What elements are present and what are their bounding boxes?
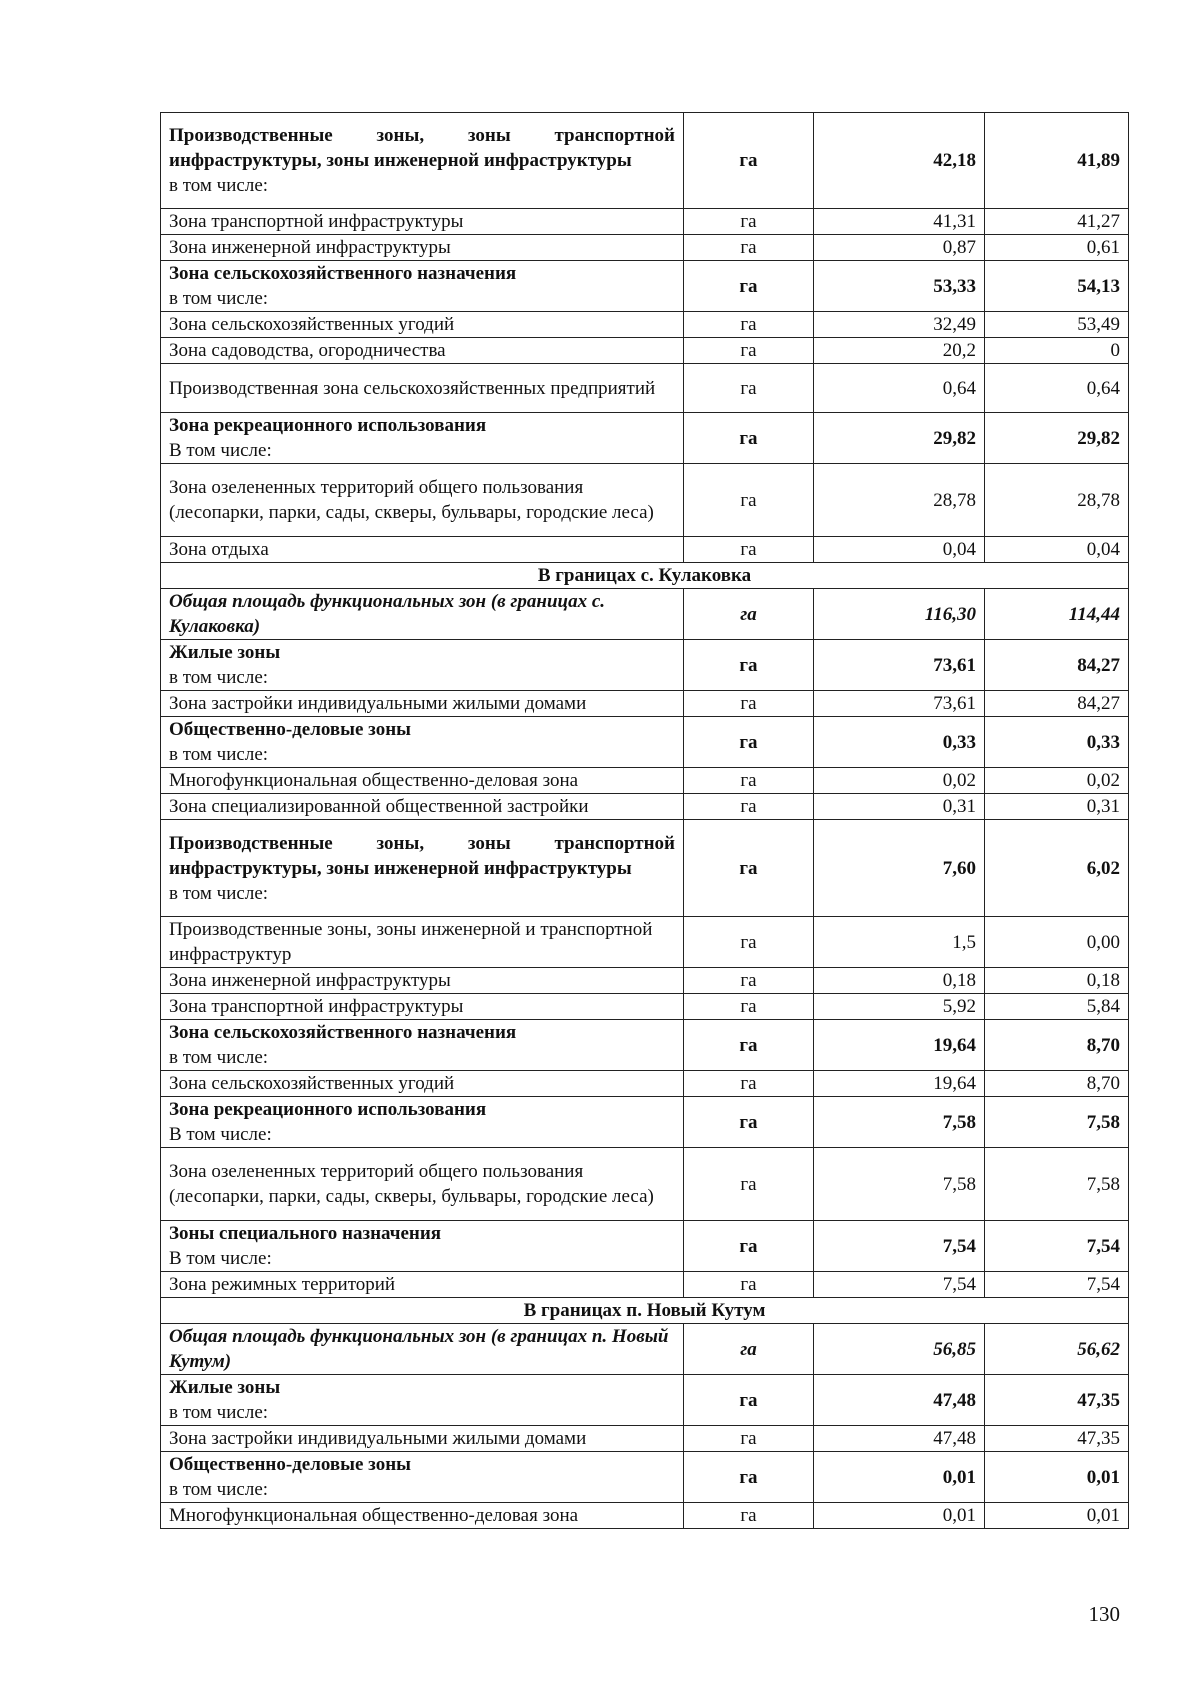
- unit-cell: га: [684, 917, 814, 968]
- zone-group-title: Зона сельскохозяйственного назначения: [169, 1022, 517, 1043]
- zone-group-subtitle: в том числе:: [169, 175, 269, 196]
- unit-cell: га: [684, 1221, 814, 1272]
- value-cell-2: 0,01: [985, 1452, 1129, 1503]
- table-row: [161, 794, 1129, 820]
- unit-cell: га: [684, 464, 814, 537]
- zone-group-name: [161, 1221, 684, 1272]
- value-cell-1: 47,48: [814, 1426, 985, 1452]
- zone-group-subtitle: в том числе:: [169, 288, 269, 309]
- table-row: [161, 1324, 1129, 1375]
- table-row: [161, 1375, 1129, 1426]
- value-cell-2: 0,18: [985, 968, 1129, 994]
- unit-cell: га: [684, 691, 814, 717]
- zone-group-subtitle: В том числе:: [169, 440, 272, 461]
- value-cell-1: 0,18: [814, 968, 985, 994]
- value-cell-2: 29,82: [985, 413, 1129, 464]
- zone-group-name: [161, 820, 684, 917]
- zone-group-name: [161, 717, 684, 768]
- table-row: [161, 1097, 1129, 1148]
- zone-group-title: Общественно-деловые зоны: [169, 719, 411, 740]
- unit-cell: га: [684, 261, 814, 312]
- value-cell-1: 53,33: [814, 261, 985, 312]
- zone-name: Зона отдыха: [161, 537, 684, 563]
- unit-cell: га: [684, 113, 814, 209]
- value-cell-2: 41,89: [985, 113, 1129, 209]
- value-cell-1: 19,64: [814, 1020, 985, 1071]
- value-cell-2: 0,02: [985, 768, 1129, 794]
- zone-group-title: Зона рекреационного использования: [169, 415, 487, 436]
- value-cell-1: 0,04: [814, 537, 985, 563]
- zone-group-subtitle: в том числе:: [169, 1047, 269, 1068]
- table-row: [161, 968, 1129, 994]
- value-cell-2: 0,33: [985, 717, 1129, 768]
- zone-group-title: Зона сельскохозяйственного назначения: [169, 263, 517, 284]
- value-cell-2: 8,70: [985, 1020, 1129, 1071]
- zone-name: Зона застройки индивидуальными жилыми домами: [161, 1426, 684, 1452]
- value-cell-2: 114,44: [985, 589, 1129, 640]
- unit-cell: га: [684, 1148, 814, 1221]
- functional-zones-table: [160, 112, 1129, 1529]
- zone-group-name: [161, 113, 684, 209]
- table-row: [161, 1221, 1129, 1272]
- value-cell-1: 0,01: [814, 1452, 985, 1503]
- total-area-label: Общая площадь функциональных зон (в границах п. Новый Кутум): [161, 1324, 684, 1375]
- zone-group-name: [161, 1375, 684, 1426]
- value-cell-2: 47,35: [985, 1426, 1129, 1452]
- value-cell-1: 7,54: [814, 1272, 985, 1298]
- zone-name: Зона специализированной общественной застройки: [161, 794, 684, 820]
- zone-name: Многофункциональная общественно-деловая зона: [161, 1503, 684, 1529]
- table-row: [161, 589, 1129, 640]
- table-row: [161, 820, 1129, 917]
- unit-cell: га: [684, 364, 814, 413]
- value-cell-2: 7,58: [985, 1097, 1129, 1148]
- value-cell-2: 6,02: [985, 820, 1129, 917]
- value-cell-2: 56,62: [985, 1324, 1129, 1375]
- table-row: [161, 1272, 1129, 1298]
- zone-name: Зона сельскохозяйственных угодий: [161, 1071, 684, 1097]
- page-number: 130: [1088, 1602, 1120, 1626]
- value-cell-1: 19,64: [814, 1071, 985, 1097]
- unit-cell: га: [684, 1071, 814, 1097]
- zone-group-title: Общественно-деловые зоны: [169, 1454, 411, 1475]
- value-cell-2: 54,13: [985, 261, 1129, 312]
- zone-group-subtitle: в том числе:: [169, 1479, 269, 1500]
- unit-cell: га: [684, 589, 814, 640]
- unit-cell: га: [684, 235, 814, 261]
- section-title: В границах п. Новый Кутум: [161, 1298, 1129, 1324]
- zone-group-name: [161, 1452, 684, 1503]
- zone-group-title: Производственные зоны, зоны транспортной инфраструктуры, зоны инженерной инфраструктуры: [169, 125, 675, 171]
- zone-group-subtitle: в том числе:: [169, 744, 269, 765]
- unit-cell: га: [684, 209, 814, 235]
- value-cell-1: 5,92: [814, 994, 985, 1020]
- value-cell-1: 28,78: [814, 464, 985, 537]
- table-row: [161, 1452, 1129, 1503]
- value-cell-2: 53,49: [985, 312, 1129, 338]
- zone-name: Зона транспортной инфраструктуры: [161, 209, 684, 235]
- unit-cell: га: [684, 717, 814, 768]
- unit-cell: га: [684, 640, 814, 691]
- unit-cell: га: [684, 1272, 814, 1298]
- unit-cell: га: [684, 338, 814, 364]
- value-cell-2: 47,35: [985, 1375, 1129, 1426]
- table-row: [161, 691, 1129, 717]
- table-row: [161, 312, 1129, 338]
- table-row: [161, 917, 1129, 968]
- zone-group-name: [161, 413, 684, 464]
- table-row: [161, 1020, 1129, 1071]
- zone-group-title: Жилые зоны: [169, 642, 281, 663]
- unit-cell: га: [684, 768, 814, 794]
- value-cell-1: 0,01: [814, 1503, 985, 1529]
- value-cell-2: 7,54: [985, 1221, 1129, 1272]
- table-row: [161, 113, 1129, 209]
- value-cell-2: 0,61: [985, 235, 1129, 261]
- zone-name: Зона сельскохозяйственных угодий: [161, 312, 684, 338]
- unit-cell: га: [684, 1503, 814, 1529]
- value-cell-1: 41,31: [814, 209, 985, 235]
- total-area-label: Общая площадь функциональных зон (в границах с. Кулаковка): [161, 589, 684, 640]
- value-cell-2: 0,00: [985, 917, 1129, 968]
- value-cell-2: 5,84: [985, 994, 1129, 1020]
- value-cell-2: 84,27: [985, 691, 1129, 717]
- value-cell-1: 7,58: [814, 1097, 985, 1148]
- value-cell-1: 73,61: [814, 640, 985, 691]
- zone-name: Зона застройки индивидуальными жилыми домами: [161, 691, 684, 717]
- value-cell-2: 8,70: [985, 1071, 1129, 1097]
- value-cell-1: 29,82: [814, 413, 985, 464]
- value-cell-1: 7,60: [814, 820, 985, 917]
- value-cell-1: 116,30: [814, 589, 985, 640]
- zone-group-subtitle: в том числе:: [169, 1402, 269, 1423]
- table-row: [161, 768, 1129, 794]
- value-cell-1: 47,48: [814, 1375, 985, 1426]
- zone-group-title: Зона рекреационного использования: [169, 1099, 487, 1120]
- unit-cell: га: [684, 994, 814, 1020]
- table-row: [161, 235, 1129, 261]
- table-row: [161, 413, 1129, 464]
- value-cell-1: 7,54: [814, 1221, 985, 1272]
- zone-name: Многофункциональная общественно-деловая зона: [161, 768, 684, 794]
- unit-cell: га: [684, 820, 814, 917]
- value-cell-2: 7,58: [985, 1148, 1129, 1221]
- zone-group-subtitle: В том числе:: [169, 1124, 272, 1145]
- unit-cell: га: [684, 1452, 814, 1503]
- table-row: [161, 338, 1129, 364]
- table-row: [161, 1426, 1129, 1452]
- table-row: [161, 717, 1129, 768]
- zone-group-name: [161, 640, 684, 691]
- table-row: [161, 537, 1129, 563]
- zone-group-title: Зоны специального назначения: [169, 1223, 442, 1244]
- zone-group-name: [161, 1020, 684, 1071]
- zone-name: Производственные зоны, зоны инженерной и транспортной инфраструктур: [161, 917, 684, 968]
- unit-cell: га: [684, 794, 814, 820]
- value-cell-2: 84,27: [985, 640, 1129, 691]
- value-cell-1: 1,5: [814, 917, 985, 968]
- zone-name: Зона озелененных территорий общего пользования (лесопарки, парки, сады, скверы, бульвары, городские леса): [161, 1148, 684, 1221]
- zone-name: Зона садоводства, огородничества: [161, 338, 684, 364]
- unit-cell: га: [684, 413, 814, 464]
- value-cell-1: 42,18: [814, 113, 985, 209]
- value-cell-1: 32,49: [814, 312, 985, 338]
- value-cell-2: 0,31: [985, 794, 1129, 820]
- unit-cell: га: [684, 1375, 814, 1426]
- table-row: [161, 364, 1129, 413]
- section-header-row: [161, 1298, 1129, 1324]
- unit-cell: га: [684, 968, 814, 994]
- value-cell-1: 7,58: [814, 1148, 985, 1221]
- table-row: [161, 1503, 1129, 1529]
- value-cell-2: 0: [985, 338, 1129, 364]
- value-cell-1: 0,33: [814, 717, 985, 768]
- value-cell-1: 73,61: [814, 691, 985, 717]
- table-row: [161, 1071, 1129, 1097]
- value-cell-1: 20,2: [814, 338, 985, 364]
- zone-name: Зона инженерной инфраструктуры: [161, 235, 684, 261]
- value-cell-2: 0,04: [985, 537, 1129, 563]
- section-header-row: [161, 563, 1129, 589]
- unit-cell: га: [684, 1324, 814, 1375]
- zone-group-subtitle: в том числе:: [169, 882, 269, 904]
- value-cell-2: 28,78: [985, 464, 1129, 537]
- unit-cell: га: [684, 1020, 814, 1071]
- zone-group-subtitle: в том числе:: [169, 667, 269, 688]
- zone-name: Зона озелененных территорий общего пользования (лесопарки, парки, сады, скверы, бульвары, городские леса): [161, 464, 684, 537]
- value-cell-1: 0,64: [814, 364, 985, 413]
- table-row: [161, 209, 1129, 235]
- zone-group-title: Производственные зоны, зоны транспортной инфраструктуры, зоны инженерной инфраструктуры: [169, 832, 675, 879]
- value-cell-1: 56,85: [814, 1324, 985, 1375]
- value-cell-1: 0,31: [814, 794, 985, 820]
- value-cell-2: 0,64: [985, 364, 1129, 413]
- section-title: В границах с. Кулаковка: [161, 563, 1129, 589]
- zone-name: Производственная зона сельскохозяйственных предприятий: [161, 364, 684, 413]
- unit-cell: га: [684, 312, 814, 338]
- zone-group-title: Жилые зоны: [169, 1377, 281, 1398]
- value-cell-2: 7,54: [985, 1272, 1129, 1298]
- zone-group-name: [161, 1097, 684, 1148]
- table-row: [161, 1148, 1129, 1221]
- zone-name: Зона инженерной инфраструктуры: [161, 968, 684, 994]
- zone-name: Зона транспортной инфраструктуры: [161, 994, 684, 1020]
- unit-cell: га: [684, 537, 814, 563]
- value-cell-1: 0,02: [814, 768, 985, 794]
- value-cell-1: 0,87: [814, 235, 985, 261]
- unit-cell: га: [684, 1426, 814, 1452]
- zone-name: Зона режимных территорий: [161, 1272, 684, 1298]
- zone-group-name: [161, 261, 684, 312]
- table-row: [161, 640, 1129, 691]
- table-row: [161, 261, 1129, 312]
- value-cell-2: 41,27: [985, 209, 1129, 235]
- unit-cell: га: [684, 1097, 814, 1148]
- table-body: [161, 113, 1129, 1529]
- value-cell-2: 0,01: [985, 1503, 1129, 1529]
- table-row: [161, 464, 1129, 537]
- table-row: [161, 994, 1129, 1020]
- zone-group-subtitle: В том числе:: [169, 1248, 272, 1269]
